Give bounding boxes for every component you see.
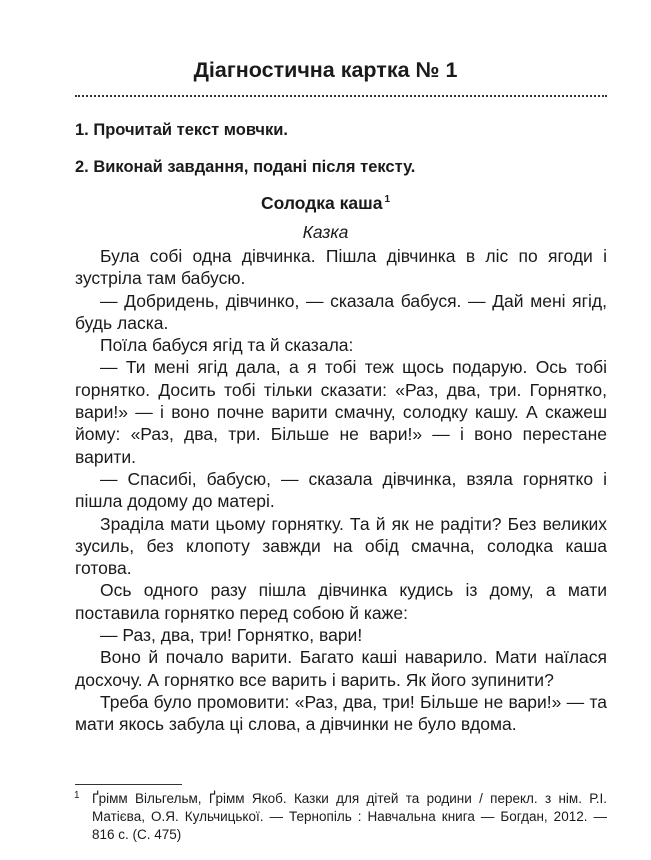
story-paragraph: Воно й почало варити. Багато каші наварило. Мати наїлася досхочу. А горнятко все варить і варить. Як його зупинити? xyxy=(75,647,607,690)
footnote xyxy=(75,790,607,843)
task-instruction-1: 1. Прочитай текст мовчки. xyxy=(75,121,288,139)
story-text xyxy=(75,245,607,736)
dotted-separator xyxy=(75,95,607,97)
story-paragraph: Поїла бабуся ягід та й сказала: xyxy=(100,335,354,356)
footnote-mark: 1 xyxy=(74,790,80,801)
story-paragraph: — Спасибі, бабусю, — сказала дівчинка, взяла горнятко і пішла додому до матері. xyxy=(75,468,607,512)
footnote-rule xyxy=(75,784,182,785)
story-paragraph: — Раз, два, три! Горнятко, вари! xyxy=(100,625,363,646)
story-paragraph: Треба було промовити: «Раз, два, три! Більше не вари!» — та мати якось забула ці слова, а дівчинки не було вдома. xyxy=(75,691,607,735)
task-instruction-2: 2. Виконай завдання, подані після тексту. xyxy=(75,158,416,176)
story-paragraph: Ось одного разу пішла дівчинка кудись із дому, а мати поставила горнятко перед собою й каже: xyxy=(75,580,607,623)
story-title-text: Солодка каша xyxy=(260,193,383,213)
story-genre: Казка xyxy=(302,222,349,242)
page-title: Діагностична картка № 1 xyxy=(193,58,458,82)
story-paragraph: Була собі одна дівчинка. Пішла дівчинка в ліс по ягоди і зустріла там бабусю. xyxy=(75,246,607,289)
story-title xyxy=(0,193,651,214)
footnote-text: Ґрімм Вільгельм, Ґрімм Якоб. Казки для дітей та родини / перекл. з нім. Р.І. Матієва, О.Я. Кульчицької. — Тернопіль : Навчальна книга — Богдан, 2012. — 816 с. (С. 475) xyxy=(92,791,607,842)
story-paragraph: — Добридень, дівчинко, — сказала бабуся. — Дай мені ягід, будь ласка. xyxy=(75,290,607,333)
footnote-reference: 1 xyxy=(384,194,391,205)
story-paragraph: — Ти мені ягід дала, а я тобі теж щось подарую. Ось тобі горнятко. Досить тобі тільки сказати: «Раз, два, три. Горнятко, вари!» — і воно почне варити смачну, солодку кашу. А скажеш йому: «Раз, два, три. Більше не вари!» — і воно перестане варити. xyxy=(75,357,607,467)
story-paragraph: Зраділа мати цьому горнятку. Та й як не радіти? Без великих зусиль, без клопоту завжди на обід смачна, солодка каша готова. xyxy=(75,513,607,579)
